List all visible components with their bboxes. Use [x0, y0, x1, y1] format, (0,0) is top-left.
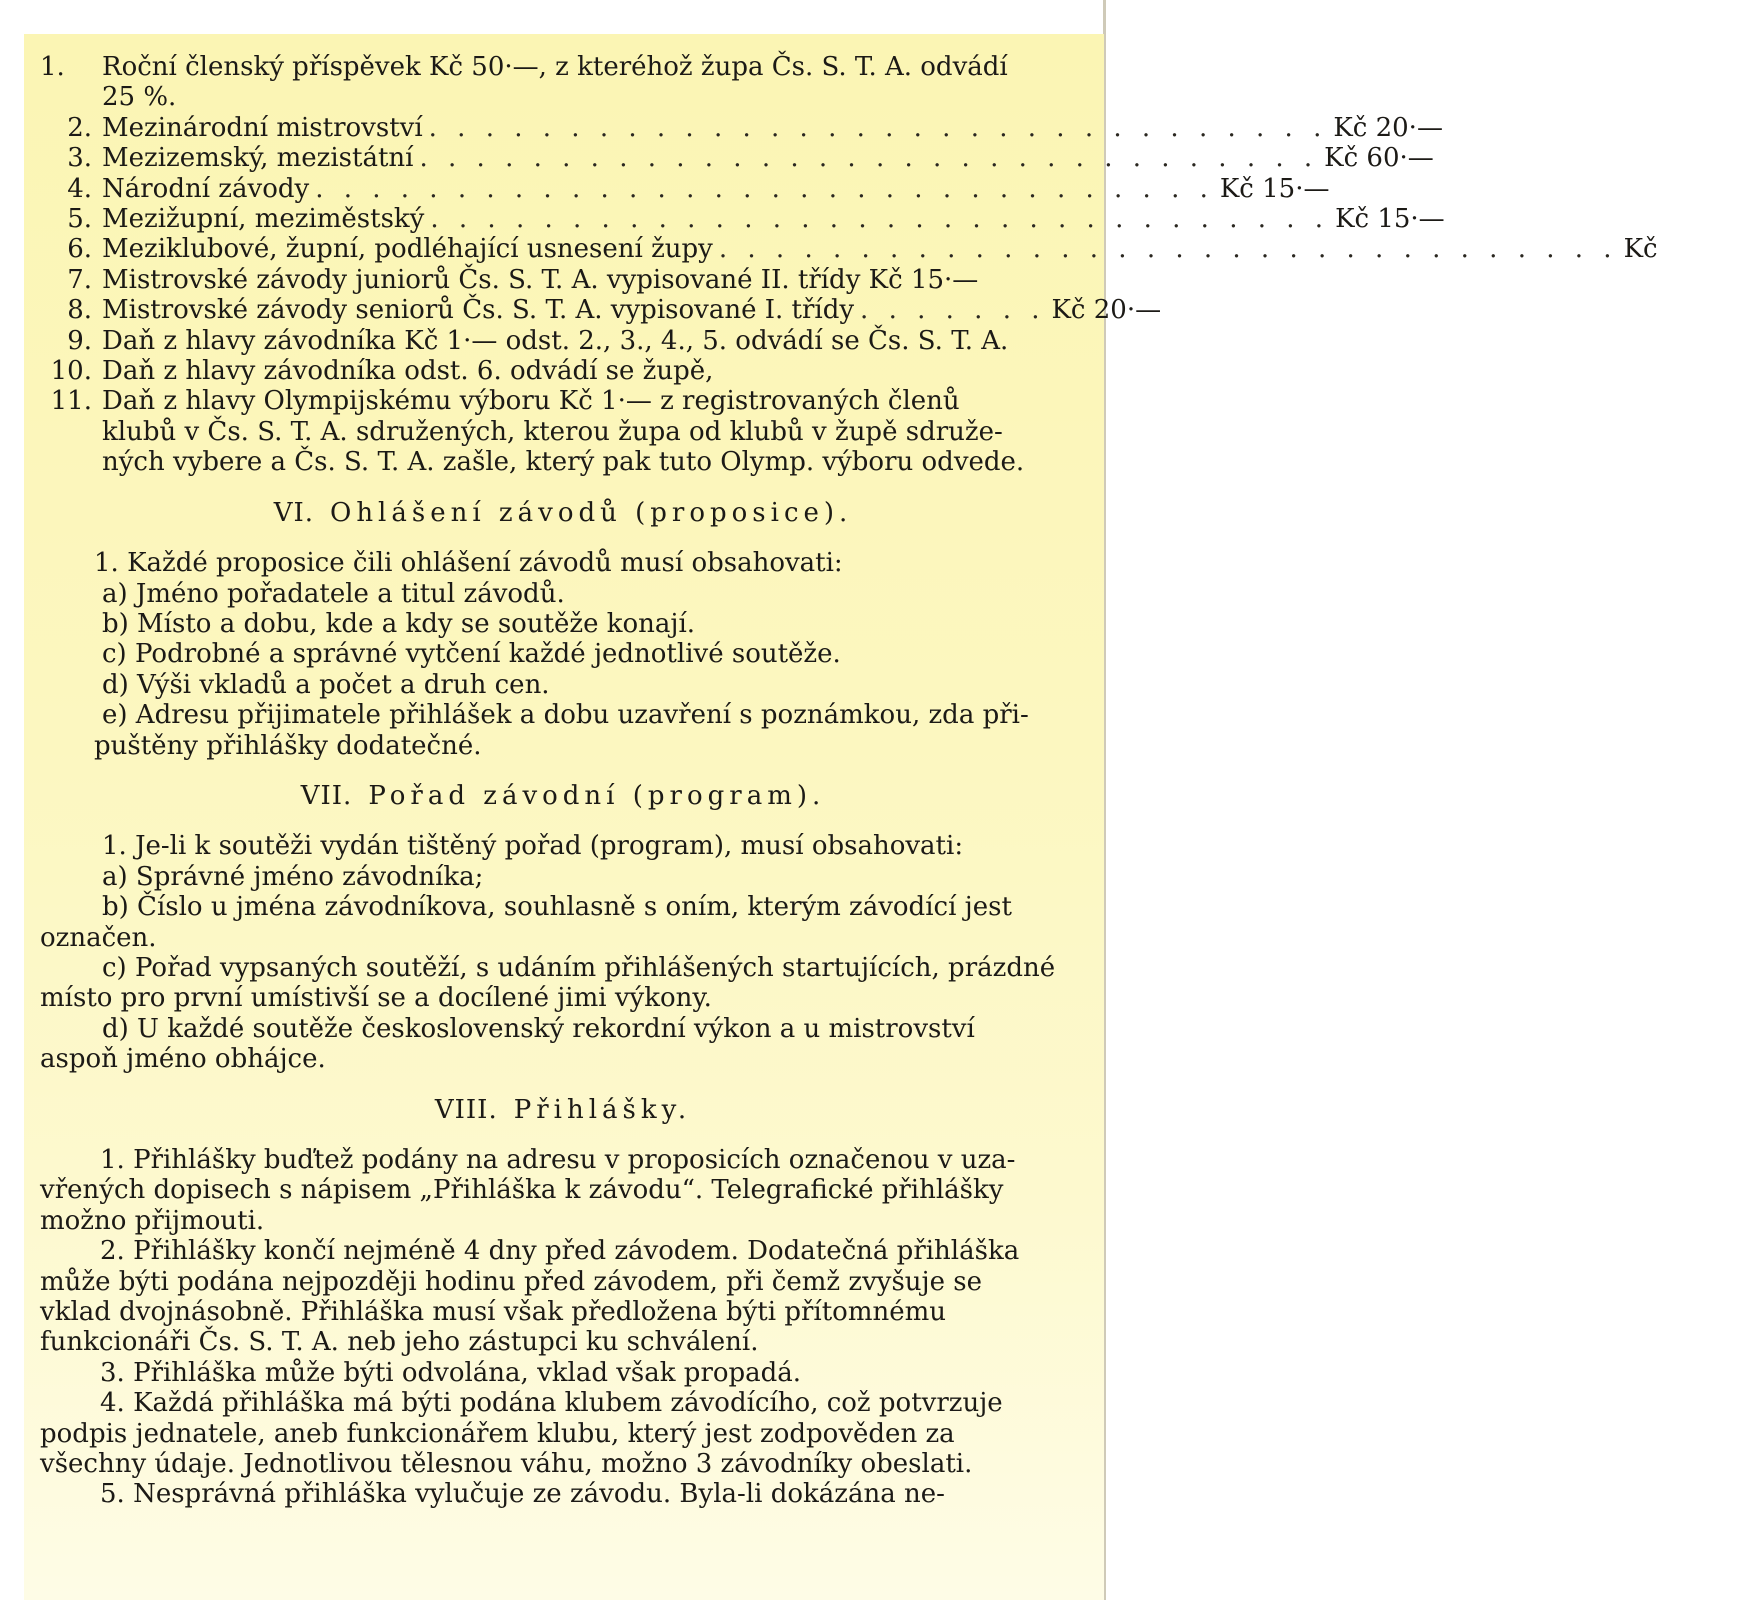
- fee-label: Meziklubové, župní, podléhající usnesení župy: [102, 234, 713, 265]
- paragraph-line: 3. Přihláška může býti odvolána, vklad však propadá.: [100, 1357, 802, 1388]
- section-number: VIII.: [434, 1094, 498, 1125]
- fee-amount: Kč: [1623, 234, 1658, 265]
- section-title: Pořad závodní (program).: [368, 780, 826, 811]
- fee-amount: Kč 20·—: [1051, 295, 1162, 326]
- item-text: Roční členský příspěvek Kč 50·—, z kteréhož župa Čs. S. T. A. odvádí: [102, 52, 1008, 82]
- paragraph-line: 1. Přihlášky buďtež podány na adresu v proposicích označenou v uza-: [100, 1145, 1016, 1175]
- list-item-continuation: označen.: [40, 922, 157, 953]
- paragraph-line: 1. Je-li k soutěži vydán tištěný pořad (program), musí obsahovati:: [102, 831, 964, 862]
- section-viii-body: [40, 1145, 1086, 1510]
- fee-label: Národní závody: [102, 173, 310, 204]
- section-heading-vi: [40, 498, 1086, 528]
- fee-row-3: [40, 143, 1434, 174]
- section-number: VII.: [300, 780, 353, 811]
- fee-row-6: [40, 234, 1658, 265]
- item-text: Mistrovské závody seniorů Čs. S. T. A. vypisované I. třídy: [102, 295, 855, 326]
- paragraph-line: funkcionáři Čs. S. T. A. neb jeho zástupci ku schválení.: [40, 1327, 759, 1358]
- section-heading-vii: [40, 781, 1086, 811]
- item-number: 6.: [67, 234, 92, 265]
- fee-amount: Kč 20·—: [1333, 112, 1443, 143]
- paragraph-line: 1. Každé proposice čili ohlášení závodů musí obsahovati:: [94, 548, 843, 579]
- item-number: 10.: [50, 356, 92, 387]
- fee-row-4: [40, 173, 1330, 204]
- fee-amount: Kč 15·—: [1335, 204, 1445, 235]
- paragraph-line: 4. Každá přihláška má býti podána klubem závodícího, což potvrzuje: [100, 1388, 1003, 1419]
- list-item: b) Místo a dobu, kde a kdy se soutěže konají.: [102, 608, 696, 639]
- section-title: Přihlášky.: [513, 1094, 692, 1125]
- paragraph-line: vřených dopisech s nápisem „Přihláška k závodu“. Telegrafické přihlášky: [40, 1175, 1004, 1206]
- list-item: a) Správné jméno závodníka;: [102, 861, 484, 892]
- fee-item-1-cont: [40, 82, 1086, 112]
- section-number: VI.: [273, 497, 314, 528]
- paragraph-line: 2. Přihlášky končí nejméně 4 dny před závodem. Dodatečná přihláška: [100, 1236, 1020, 1267]
- item-text-continuation: 25 %.: [102, 82, 177, 113]
- fee-label: Mezinárodní mistrovství: [102, 112, 423, 143]
- section-vi-body: [40, 548, 1086, 761]
- dot-leader: . . . . . . . . . . . . . . . . . . . . . . . . . . . . . . . .: [315, 173, 1214, 204]
- fee-item-10: [40, 356, 1086, 386]
- paragraph-line: může býti podána nejpozději hodinu před závodem, při čemž zvyšuje se: [40, 1266, 982, 1297]
- dot-leader: . . . . . . .: [860, 295, 1046, 326]
- fee-item-9: [40, 326, 1086, 356]
- paragraph-line: možno přijmouti.: [40, 1205, 265, 1236]
- list-item-continuation: puštěny přihlášky dodatečné.: [94, 730, 482, 761]
- item-number: 2.: [67, 112, 92, 143]
- paragraph-line: podpis jednatele, aneb funkcionářem klubu, který jest zodpověden za: [40, 1418, 955, 1449]
- section-title: Ohlášení závodů (proposice).: [330, 497, 853, 528]
- fee-item-8: [40, 295, 1162, 326]
- item-text: Daň z hlavy Olympijskému výboru Kč 1·— z registrovaných členů: [102, 386, 960, 417]
- fee-row-2: [40, 112, 1443, 143]
- item-text-continuation: klubů v Čs. S. T. A. sdružených, kterou župa od klubů v župě sdruže-: [102, 416, 1003, 447]
- list-item: d) Výši vkladů a počet a druh cen.: [102, 669, 550, 700]
- fee-item-11-cont: [40, 417, 1086, 447]
- item-number: 5.: [67, 204, 92, 235]
- item-number: 7.: [67, 264, 92, 295]
- fee-item-1: [40, 52, 1086, 82]
- list-item: c) Podrobné a správné vytčení každé jednotlivé soutěže.: [102, 639, 841, 670]
- document-page: [24, 34, 1658, 1600]
- list-item-continuation: místo pro první umístivší se a docílené jimi výkony.: [40, 983, 712, 1014]
- list-item: d) U každé soutěže československý rekordní výkon a u mistrovství: [102, 1013, 975, 1044]
- paragraph-line: všechny údaje. Jednotlivou tělesnou váhu, možno 3 závodníky obeslati.: [40, 1449, 973, 1480]
- item-number: 8.: [67, 295, 92, 326]
- fee-item-7: [40, 265, 1086, 295]
- item-text: Mistrovské závody juniorů Čs. S. T. A. vypisované II. třídy Kč 15·—: [102, 264, 979, 295]
- list-item-continuation: aspoň jméno obhájce.: [40, 1044, 326, 1075]
- list-item: b) Číslo u jména závodníkova, souhlasně s oním, kterým závodící jest: [102, 892, 1012, 923]
- paragraph-line: vklad dvojnásobně. Přihláška musí však předložena býti přítomnému: [40, 1297, 947, 1328]
- dot-leader: . . . . . . . . . . . . . . . . . . . . . . . . . . . . . . . .: [718, 234, 1618, 265]
- item-number: 9.: [67, 325, 92, 356]
- fee-item-11: [40, 386, 1086, 416]
- list-item: a) Jméno pořadatele a titul závodů.: [102, 578, 565, 609]
- item-number: 11.: [50, 386, 92, 417]
- dot-leader: . . . . . . . . . . . . . . . . . . . . . . . . . . . . . . . .: [419, 143, 1319, 174]
- fee-item-11-cont2: [40, 447, 1086, 477]
- fee-label: Mezižupní, meziměstský: [102, 204, 425, 235]
- item-text: Daň z hlavy závodníka odst. 6. odvádí se župě,: [102, 356, 714, 387]
- fee-amount: Kč 15·—: [1219, 173, 1330, 204]
- item-number: 4.: [67, 173, 92, 204]
- paragraph-line: 5. Nesprávná přihláška vylučuje ze závodu. Byla-li dokázána ne-: [100, 1479, 945, 1510]
- section-vii-body: [40, 831, 1086, 1074]
- item-text-continuation: ných vybere a Čs. S. T. A. zašle, který pak tuto Olymp. výboru odvede.: [102, 447, 1025, 478]
- list-item: e) Adresu přijimatele přihlášek a dobu uzavření s poznámkou, zda při-: [102, 700, 1029, 731]
- fee-list: [40, 52, 1658, 478]
- dot-leader: . . . . . . . . . . . . . . . . . . . . . . . . . . . . . . . .: [428, 112, 1328, 143]
- fee-amount: Kč 60·—: [1324, 143, 1434, 174]
- item-number: 3.: [67, 143, 92, 174]
- fee-label: Mezizemský, mezistátní: [102, 143, 414, 174]
- item-text: Daň z hlavy závodníka Kč 1·— odst. 2., 3., 4., 5. odvádí se Čs. S. T. A.: [102, 325, 1009, 356]
- fee-row-5: [40, 204, 1445, 235]
- dot-leader: . . . . . . . . . . . . . . . . . . . . . . . . . . . . . . . .: [430, 204, 1330, 235]
- list-item: c) Pořad vypsaných soutěží, s udáním přihlášených startujících, prázdné: [102, 952, 1056, 983]
- section-heading-viii: [40, 1095, 1086, 1125]
- item-number: 1.: [40, 52, 65, 82]
